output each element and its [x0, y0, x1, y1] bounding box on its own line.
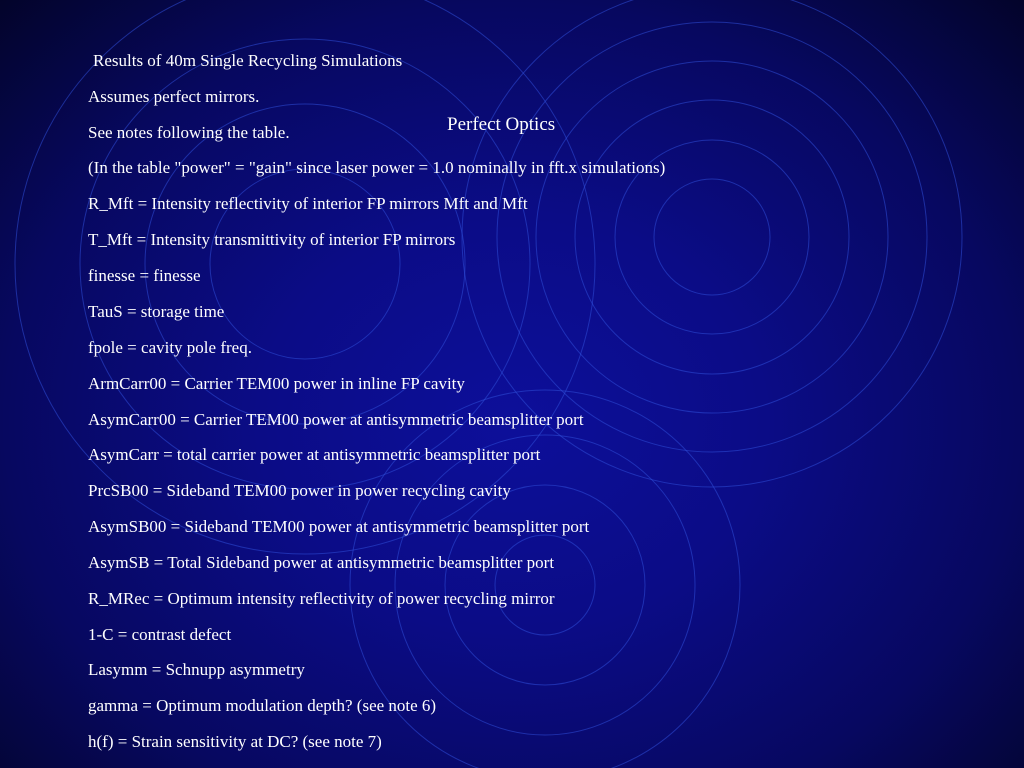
definition-line: h(f) = Strain sensitivity at DC? (see note 7)	[88, 732, 382, 751]
definition-line: TauS = storage time	[88, 302, 225, 321]
definition-line: Lasymm = Schnupp asymmetry	[88, 660, 305, 679]
definition-line: R_MRec = Optimum intensity reflectivity of power recycling mirror	[88, 589, 555, 608]
definition-line: AsymSB = Total Sideband power at antisymmetric beamsplitter port	[88, 553, 555, 572]
definition-line: finesse = finesse	[88, 266, 201, 285]
definition-line: ArmCarr00 = Carrier TEM00 power in inline FP cavity	[88, 374, 465, 393]
definition-line: AsymCarr00 = Carrier TEM00 power at antisymmetric beamsplitter port	[88, 410, 584, 429]
definition-line: (In the table "power" = "gain" since laser power = 1.0 nominally in fft.x simulations)	[88, 158, 666, 177]
definition-line: Assumes perfect mirrors.	[88, 87, 260, 106]
slide-title: Results of 40m Single Recycling Simulations	[93, 51, 403, 70]
definition-line: R_Mft = Intensity reflectivity of interior FP mirrors Mft and Mft	[88, 194, 528, 213]
definition-line: AsymCarr = total carrier power at antisymmetric beamsplitter port	[88, 445, 541, 464]
definition-line: 1-C = contrast defect	[88, 625, 232, 644]
slide-subtitle: Perfect Optics	[447, 114, 556, 135]
definition-line: T_Mft = Intensity transmittivity of interior FP mirrors	[88, 230, 456, 249]
definition-line: AsymSB00 = Sideband TEM00 power at antisymmetric beamsplitter port	[88, 517, 590, 536]
definition-line: PrcSB00 = Sideband TEM00 power in power recycling cavity	[88, 481, 511, 500]
definition-line: fpole = cavity pole freq.	[88, 338, 252, 357]
definition-line: gamma = Optimum modulation depth? (see note 6)	[88, 696, 437, 715]
definition-line: See notes following the table.	[88, 123, 290, 142]
